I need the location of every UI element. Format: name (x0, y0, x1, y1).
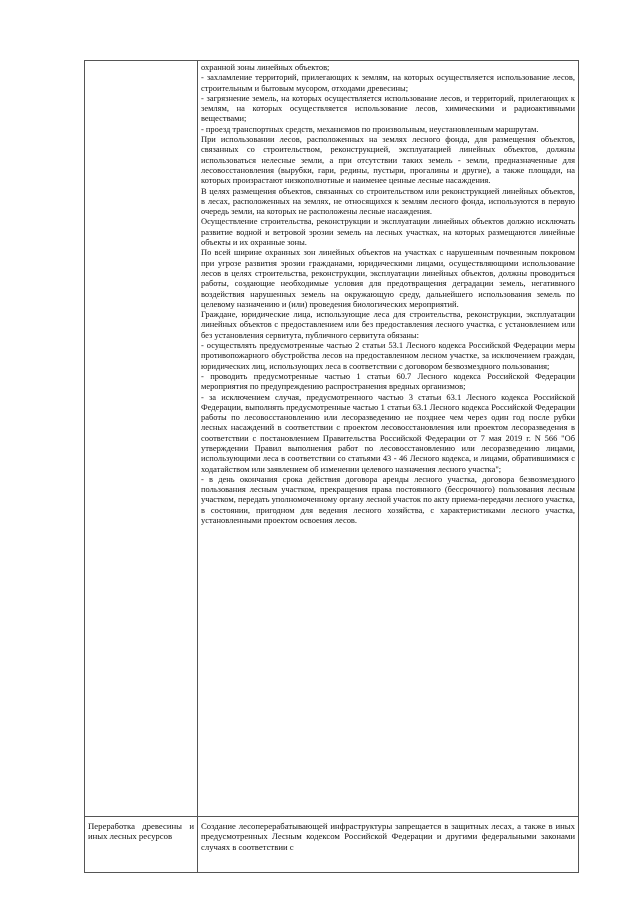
paragraph: - захламление территорий, прилегающих к землям, на которых осуществляется использование лесов, строительным и бытовым мусором, отходами древесины; (201, 72, 575, 93)
paragraph: - проводить предусмотренные частью 1 статьи 60.7 Лесного кодекса Российской Федерации мероприятия по предупреждению распространения вредных организмов; (201, 370, 575, 392)
row-label: Переработка древесины и иных лесных ресурсов (88, 821, 194, 842)
paragraph: В целях размещения объектов, связанных со строительством или реконструкцией линейных объектов, в лесах, расположенных на землях, не относящихся к землям лесного фонда, используются в первую очередь земли, на которых не расположены лесные насаждения. (201, 185, 575, 217)
paragraph: По всей ширине охранных зон линейных объектов на участках с нарушенным почвенным покровом при угрозе развития эрозии гражданами, юридическими лицами, осуществляющими использование лесов в целях строительства, реконструкции, эксплуатации линейных объектов, должны проводиться работы, создающие необходимые условия для предотвращения деградации земель, негативного воздействия нарушенных земель на окружающую среду, дальнейшего использования земель по целевому назначению и (или) проведения биологических мероприятий. (201, 247, 575, 309)
row-label-cell (85, 817, 198, 873)
row-label (88, 62, 194, 65)
paragraph: - проезд транспортных средств, механизмов по произвольным, неустановленным маршрутам. (201, 123, 539, 134)
paragraph: Осуществление строительства, реконструкции и эксплуатации линейных объектов должно исключать развитие водной и ветровой эрозии земель на лесных участках, на которых размещаются линейные объекты и их охранные зоны. (201, 216, 575, 248)
row-content (201, 62, 575, 525)
paragraph: Граждане, юридические лица, использующие леса для строительства, реконструкции, эксплуатации линейных объектов с предоставлением или без предоставления лесного участка, с установлением или без установления сервитута, публичного сервитута обязаны: (201, 309, 575, 340)
row-content: Создание лесоперерабатывающей инфраструктуры запрещается в защитных лесах, а также в иных предусмотренных Лесным кодексом Российской Федерации и другими федеральными законами случаях в соответствии с (201, 821, 575, 852)
regulation-table (84, 60, 579, 873)
paragraph: - осуществлять предусмотренные частью 2 статьи 53.1 Лесного кодекса Российской Федерации меры противопожарного обустройства лесов на предоставленном лесном участке, за исключением граждан, юридических лиц, использующих леса в соответствии с договором безвозмездного пользования; (201, 340, 575, 371)
table-row (85, 817, 579, 873)
paragraph: При использовании лесов, расположенных на землях лесного фонда, для размещения объектов, связанных со строительством, реконструкцией, эксплуатацией линейных объектов, должны использоваться нелесные земли, а при отсутствии таких земель - земли, предназначенные для лесовосстановления (вырубки, гари, редины, пустыри, прогалины и другие), а также площади, на которых произрастают низкополнотные и наименее ценные лесные насаждения. (201, 134, 575, 186)
paragraph: охранной зоны линейных объектов; (201, 62, 330, 72)
table-row (85, 61, 579, 817)
row-content-cell (198, 817, 579, 873)
paragraph: - в день окончания срока действия договора аренды лесного участка, договора безвозмездного пользования лесным участком, прекращения права постоянного (бессрочного) пользования лесным участком, передать уполномоченному органу лесной участок по акту приема-передачи лесного участка, в состоянии, пригодном для ведения лесного хозяйства, с характеристиками лесного участка, установленными проектом освоения лесов. (201, 473, 575, 526)
row-content-cell (198, 61, 579, 817)
paragraph: - загрязнение земель, на которых осуществляется использование лесов, и территорий, прилегающих к землям, на которых осуществляется использование лесов, химическими и радиоактивными веществами; (201, 92, 575, 124)
row-label-cell (85, 61, 198, 817)
paragraph: - за исключением случая, предусмотренного частью 3 статьи 63.1 Лесного кодекса Российской Федерации, выполнять предусмотренные частью 1 статьи 63.1 Лесного кодекса Российской Федерации работы по лесовосстановлению или лесоразведению не позднее чем через один год после рубки лесных насаждений в соответствии с проектом лесовосстановления или проектом лесоразведения в соответствии с постановлением Правительства Российской Федерации от 7 мая 2019 г. N 566 "Об утверждении Правил выполнения работ по лесовосстановлению или лесоразведению лицами, использующими леса в соответствии со статьями 43 - 46 Лесного кодекса, и лицами, обратившимися с ходатайством или заявлением об изменении целевого назначения лесного участка"; (201, 391, 575, 474)
